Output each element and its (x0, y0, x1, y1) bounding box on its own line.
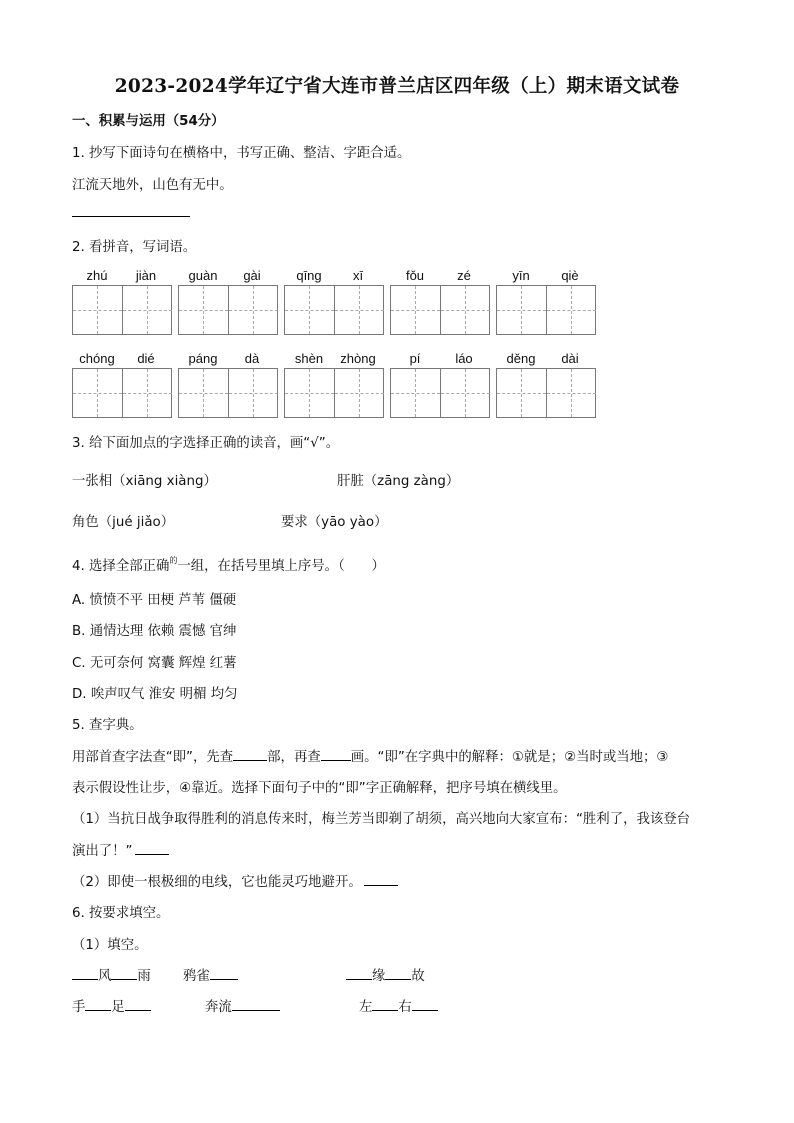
writing-grid-row-1 (72, 285, 602, 335)
pinyin: qiè (561, 268, 579, 283)
writing-grid-row-2 (72, 368, 602, 418)
question-5-prompt: 5. 查字典。 (72, 718, 143, 733)
pinyin: chóng (79, 351, 115, 366)
answer-blank[interactable] (125, 998, 151, 1011)
question-5-sentence-2: （2）即使一根极细的电线，它也能灵巧地避开。 (72, 871, 398, 890)
pinyin: zé (457, 268, 471, 283)
option-c[interactable]: C. 无可奈何 窝囊 辉煌 红薯 (72, 656, 237, 671)
option-d[interactable]: D. 唉声叹气 淮安 明楣 均匀 (72, 687, 238, 702)
question-1-prompt: 1. 抄写下面诗句在横格中，书写正确、整洁、字距合适。 (72, 146, 411, 161)
fill-item: 风 雨 (72, 965, 151, 984)
question-2-prompt: 2. 看拼音，写词语。 (72, 240, 197, 255)
question-5-sentence-1: 演出了！” (72, 840, 169, 859)
section-heading: 一、积累与运用（54分） (72, 114, 225, 129)
pinyin-row-1 (72, 268, 602, 284)
fill-item: 手 足 (72, 996, 151, 1015)
answer-blank[interactable] (210, 967, 238, 980)
writing-box[interactable] (496, 368, 596, 418)
pinyin: fǒu (405, 268, 425, 283)
fill-item: 鸦雀 (183, 965, 238, 984)
answer-blank[interactable] (321, 748, 351, 761)
question-4-prompt: 4. 选择全部正确$^的$一组，在括号里填上序号。（ ） (72, 555, 385, 574)
answer-blank[interactable] (111, 967, 137, 980)
pinyin: gài (243, 268, 261, 283)
answer-blank[interactable] (232, 998, 280, 1011)
writing-box[interactable] (178, 368, 278, 418)
pinyin: qīng (296, 268, 322, 283)
writing-box[interactable] (72, 368, 172, 418)
page-title: 2023-2024学年辽宁省大连市普兰店区四年级（上）期末语文试卷 (114, 76, 680, 97)
answer-blank[interactable] (372, 998, 398, 1011)
pinyin: dài (561, 351, 579, 366)
pinyin: dié (137, 351, 155, 366)
pinyin-row-2 (72, 351, 602, 367)
pronunciation-item[interactable]: 角色（jué jiǎo） (72, 515, 175, 530)
question-3-prompt: 3. 给下面加点的字选择正确的读音，画“√”。 (72, 436, 340, 451)
writing-box[interactable] (284, 285, 384, 335)
writing-box[interactable] (390, 285, 490, 335)
pinyin: dà (244, 351, 260, 366)
pinyin: zhòng (340, 351, 376, 366)
answer-blank[interactable] (385, 967, 411, 980)
answer-blank[interactable] (135, 842, 169, 855)
writing-box[interactable] (178, 285, 278, 335)
pronunciation-item[interactable]: 肝脏（zāng zàng） (337, 474, 460, 489)
pinyin: shèn (294, 351, 324, 366)
answer-blank[interactable] (412, 998, 438, 1011)
writing-box[interactable] (284, 368, 384, 418)
answer-line[interactable] (72, 216, 190, 217)
fill-item: 奔流 (205, 996, 280, 1015)
fill-item: 缘 故 (346, 965, 425, 984)
answer-blank[interactable] (346, 967, 372, 980)
pinyin: xī (352, 268, 364, 283)
pinyin: guàn (188, 268, 218, 283)
fill-item: 左 右 (359, 996, 438, 1015)
pinyin: jiàn (135, 268, 157, 283)
answer-blank[interactable] (85, 998, 111, 1011)
question-6-prompt: 6. 按要求填空。 (72, 906, 170, 921)
writing-box[interactable] (496, 285, 596, 335)
pronunciation-item[interactable]: 要求（yāo yào） (281, 515, 388, 530)
pinyin: láo (455, 351, 473, 366)
question-5-text: 用部首查字法查“即”，先查 部，再查 画。“即”在字典中的解释：①就是；②当时或当地；③ (72, 750, 669, 765)
pinyin: děng (506, 351, 536, 366)
pinyin: pí (409, 351, 421, 366)
pinyin: yīn (512, 268, 530, 283)
pronunciation-item[interactable]: 一张相（xiāng xiàng） (72, 474, 217, 489)
pinyin: páng (188, 351, 218, 366)
option-b[interactable]: B. 通情达理 依赖 震憾 官绅 (72, 624, 237, 639)
question-5-sentence-1: （1）当抗日战争取得胜利的消息传来时，梅兰芳当即剃了胡须，高兴地向大家宣布：“胜利了，我该登台 (72, 812, 691, 827)
pinyin: zhú (86, 268, 108, 283)
question-6-sub: （1）填空。 (72, 938, 148, 953)
writing-box[interactable] (72, 285, 172, 335)
writing-box[interactable] (390, 368, 490, 418)
question-1-poem: 江流天地外，山色有无中。 (72, 178, 233, 193)
answer-blank[interactable] (233, 748, 267, 761)
answer-blank[interactable] (364, 873, 398, 886)
question-5-text: 表示假设性让步，④靠近。选择下面句子中的“即”字正确解释，把序号填在横线里。 (72, 781, 567, 796)
option-a[interactable]: A. 愤愤不平 田梗 芦苇 僵硬 (72, 593, 237, 608)
answer-blank[interactable] (72, 967, 98, 980)
